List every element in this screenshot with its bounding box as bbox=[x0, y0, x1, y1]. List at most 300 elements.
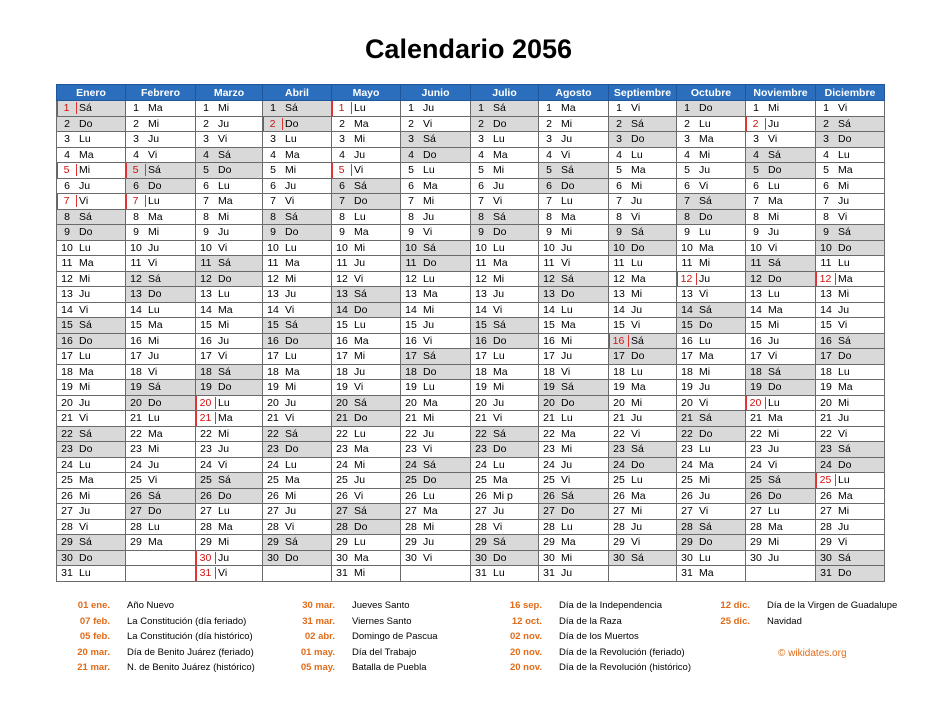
day-number: 10 bbox=[750, 241, 762, 254]
day-number: 26 bbox=[681, 489, 693, 502]
day-cell bbox=[401, 411, 471, 427]
day-cell bbox=[263, 178, 332, 194]
weekday-label: Vi bbox=[631, 536, 641, 549]
day-cell bbox=[471, 132, 539, 148]
weekday-label: Do bbox=[493, 551, 507, 564]
day-number: 19 bbox=[820, 381, 832, 394]
weekday-label: Ma bbox=[354, 117, 369, 130]
day-number: 14 bbox=[820, 303, 832, 316]
weekday-label: Ju bbox=[423, 427, 435, 440]
weekday-label: Do bbox=[148, 179, 162, 192]
day-cell bbox=[609, 473, 677, 489]
weekday-label: Vi bbox=[768, 458, 778, 471]
day-cell bbox=[196, 132, 263, 148]
day-cell bbox=[746, 411, 816, 427]
day-row bbox=[57, 473, 885, 489]
day-cell bbox=[126, 566, 196, 582]
day-number: 14 bbox=[750, 303, 762, 316]
day-cell bbox=[126, 333, 196, 349]
day-cell bbox=[539, 287, 609, 303]
day-number: 3 bbox=[546, 133, 552, 146]
day-number: 11 bbox=[61, 257, 73, 270]
weekday-label: Sá bbox=[423, 350, 436, 363]
day-cell bbox=[126, 550, 196, 566]
day-cell bbox=[57, 535, 126, 551]
weekday-label: Mi bbox=[218, 210, 230, 223]
day-number: 8 bbox=[339, 210, 345, 223]
weekday-label: Lu bbox=[148, 303, 160, 316]
weekday-label: Vi bbox=[423, 334, 433, 347]
day-number: 2 bbox=[746, 118, 766, 130]
day-row bbox=[57, 519, 885, 535]
day-cell bbox=[609, 302, 677, 318]
holiday-date: 02 abr. bbox=[304, 631, 335, 642]
weekday-label: Ju bbox=[218, 226, 230, 239]
weekday-label: Lu bbox=[561, 195, 573, 208]
day-cell bbox=[677, 349, 746, 365]
holiday-name: Domingo de Pascua bbox=[352, 631, 438, 642]
weekday-label: Sá bbox=[699, 520, 712, 533]
day-cell bbox=[816, 442, 885, 458]
day-number: 26 bbox=[750, 489, 762, 502]
weekday-label: Vi bbox=[631, 427, 641, 440]
day-cell bbox=[263, 566, 332, 582]
day-cell bbox=[609, 178, 677, 194]
holiday-name: N. de Benito Juárez (histórico) bbox=[127, 662, 255, 673]
holiday-item bbox=[56, 616, 255, 632]
day-number: 3 bbox=[478, 133, 484, 146]
day-number: 10 bbox=[475, 241, 487, 254]
holiday-date: 20 nov. bbox=[509, 662, 542, 673]
day-number: 12 bbox=[61, 272, 73, 285]
weekday-label: Do bbox=[79, 117, 93, 130]
weekday-label: Mi bbox=[354, 458, 366, 471]
day-cell bbox=[401, 457, 471, 473]
day-number: 3 bbox=[753, 133, 759, 146]
weekday-label: Ju bbox=[838, 412, 850, 425]
day-number: 12 bbox=[543, 272, 555, 285]
day-number: 5 bbox=[753, 164, 759, 177]
page-title: Calendario 2056 bbox=[364, 34, 573, 64]
day-row bbox=[57, 426, 885, 442]
weekday-label: Mi bbox=[493, 272, 505, 285]
day-number: 16 bbox=[609, 335, 629, 347]
holiday-name: Día de la Revolución (histórico) bbox=[559, 662, 692, 673]
day-cell bbox=[401, 194, 471, 210]
day-number: 25 bbox=[61, 474, 73, 487]
day-row bbox=[57, 116, 885, 132]
weekday-label: Ju bbox=[699, 489, 711, 502]
holiday-name: Batalla de Puebla bbox=[352, 662, 427, 673]
day-row bbox=[57, 302, 885, 318]
weekday-label: Do bbox=[423, 257, 437, 270]
weekday-label: Vi bbox=[631, 210, 641, 223]
weekday-label: Mi bbox=[79, 164, 91, 177]
day-number: 4 bbox=[270, 148, 276, 161]
weekday-label: Sá bbox=[561, 272, 574, 285]
day-cell bbox=[816, 550, 885, 566]
weekday-label: Do bbox=[285, 117, 299, 130]
day-cell bbox=[196, 550, 263, 566]
day-number: 5 bbox=[616, 164, 622, 177]
holiday-item bbox=[281, 600, 438, 616]
day-number: 21 bbox=[613, 412, 625, 425]
day-cell bbox=[609, 349, 677, 365]
weekday-label: Ju bbox=[79, 396, 91, 409]
day-number: 10 bbox=[200, 241, 212, 254]
day-cell bbox=[677, 147, 746, 163]
weekday-label: Do bbox=[768, 164, 782, 177]
day-cell bbox=[196, 349, 263, 365]
weekday-label: Ju bbox=[493, 505, 505, 518]
weekday-label: Ju bbox=[838, 195, 850, 208]
weekday-label: Ma bbox=[285, 148, 300, 161]
weekday-label: Mi bbox=[768, 319, 780, 332]
weekday-label: Do bbox=[561, 505, 575, 518]
day-cell bbox=[816, 395, 885, 411]
day-number: 9 bbox=[203, 226, 209, 239]
holiday-date: 25 dic. bbox=[720, 615, 750, 627]
weekday-label: Ju bbox=[699, 272, 711, 285]
weekday-label: Ju bbox=[768, 334, 780, 347]
weekday-label: Mi bbox=[768, 102, 780, 115]
weekday-label: Sá bbox=[631, 334, 644, 347]
weekday-label: Do bbox=[561, 179, 575, 192]
day-cell bbox=[539, 178, 609, 194]
day-number: 16 bbox=[750, 334, 762, 347]
day-number: 3 bbox=[270, 133, 276, 146]
day-number: 16 bbox=[61, 334, 73, 347]
day-cell bbox=[332, 411, 401, 427]
day-cell bbox=[332, 163, 401, 179]
day-number: 25 bbox=[405, 474, 417, 487]
day-cell bbox=[332, 364, 401, 380]
day-number: 25 bbox=[130, 474, 142, 487]
weekday-label: Sá bbox=[631, 551, 644, 564]
day-number: 26 bbox=[130, 489, 142, 502]
day-number: 25 bbox=[200, 474, 212, 487]
day-cell bbox=[609, 287, 677, 303]
weekday-label: Ju bbox=[148, 350, 160, 363]
day-number: 15 bbox=[475, 319, 487, 332]
weekday-label: Ma bbox=[354, 551, 369, 564]
day-cell bbox=[746, 473, 816, 489]
weekday-label: Vi bbox=[699, 288, 709, 301]
day-number: 1 bbox=[616, 102, 622, 115]
day-number: 10 bbox=[267, 241, 279, 254]
day-number: 21 bbox=[820, 412, 832, 425]
day-number: 18 bbox=[613, 365, 625, 378]
day-number: 28 bbox=[820, 520, 832, 533]
weekday-label: Do bbox=[631, 133, 645, 146]
day-cell bbox=[126, 395, 196, 411]
day-number: 18 bbox=[681, 365, 693, 378]
day-cell bbox=[816, 411, 885, 427]
weekday-label: Sá bbox=[285, 210, 298, 223]
day-number: 3 bbox=[339, 133, 345, 146]
weekday-label: Sá bbox=[631, 226, 644, 239]
weekday-label: Ma bbox=[838, 272, 853, 285]
day-number: 2 bbox=[339, 117, 345, 130]
day-number: 18 bbox=[336, 365, 348, 378]
day-number: 21 bbox=[405, 412, 417, 425]
day-cell bbox=[677, 194, 746, 210]
weekday-label: Ma bbox=[285, 474, 300, 487]
weekday-label: Vi bbox=[631, 319, 641, 332]
day-cell bbox=[539, 426, 609, 442]
day-cell bbox=[196, 380, 263, 396]
day-row bbox=[57, 225, 885, 241]
day-row bbox=[57, 194, 885, 210]
day-cell bbox=[609, 566, 677, 582]
day-cell bbox=[539, 240, 609, 256]
weekday-label: Ma bbox=[79, 148, 94, 161]
day-number: 26 bbox=[613, 489, 625, 502]
day-number: 18 bbox=[61, 365, 73, 378]
day-number: 3 bbox=[408, 133, 414, 146]
day-number: 9 bbox=[339, 226, 345, 239]
holiday-date: 07 feb. bbox=[79, 615, 110, 627]
weekday-label: Mi bbox=[561, 334, 573, 347]
day-cell bbox=[746, 535, 816, 551]
day-number: 18 bbox=[475, 365, 487, 378]
day-cell bbox=[332, 473, 401, 489]
weekday-label: Vi bbox=[148, 365, 158, 378]
day-number: 30 bbox=[267, 551, 279, 564]
weekday-label: Ma bbox=[768, 195, 783, 208]
weekday-label: Ju bbox=[561, 350, 573, 363]
day-number: 27 bbox=[475, 505, 487, 518]
day-cell bbox=[263, 395, 332, 411]
day-cell bbox=[401, 442, 471, 458]
day-number: 29 bbox=[61, 536, 73, 549]
day-cell bbox=[677, 101, 746, 117]
day-number: 4 bbox=[753, 148, 759, 161]
day-cell bbox=[539, 209, 609, 225]
day-cell bbox=[677, 488, 746, 504]
day-cell bbox=[746, 163, 816, 179]
credit-link[interactable]: © wikidates.org bbox=[778, 648, 847, 659]
weekday-label: Ma bbox=[561, 536, 576, 549]
weekday-label: Ju bbox=[148, 133, 160, 146]
weekday-label: Do bbox=[838, 350, 852, 363]
day-number: 21 bbox=[267, 412, 279, 425]
day-number: 17 bbox=[543, 350, 555, 363]
day-number: 4 bbox=[408, 148, 414, 161]
holiday-date: 16 sep. bbox=[509, 600, 542, 611]
day-number: 12 bbox=[750, 272, 762, 285]
weekday-label: Ju bbox=[423, 536, 435, 549]
day-cell bbox=[57, 349, 126, 365]
day-number: 14 bbox=[130, 303, 142, 316]
day-cell bbox=[332, 209, 401, 225]
day-number: 14 bbox=[613, 303, 625, 316]
day-number: 23 bbox=[613, 443, 625, 456]
day-cell bbox=[471, 566, 539, 582]
weekday-label: Ma bbox=[218, 303, 233, 316]
holiday-name: Día del Trabajo bbox=[352, 646, 417, 658]
weekday-label: Mi bbox=[79, 272, 91, 285]
day-cell bbox=[746, 364, 816, 380]
weekday-label: Lu bbox=[768, 179, 780, 192]
day-number: 19 bbox=[200, 381, 212, 394]
day-number: 24 bbox=[613, 458, 625, 471]
weekday-label: Ju bbox=[218, 443, 230, 456]
day-cell bbox=[332, 116, 401, 132]
day-number: 8 bbox=[616, 210, 622, 223]
day-number: 15 bbox=[61, 319, 73, 332]
day-cell bbox=[471, 535, 539, 551]
holiday-name: Día de la Raza bbox=[559, 615, 622, 627]
day-number: 16 bbox=[820, 334, 832, 347]
day-number: 24 bbox=[750, 458, 762, 471]
weekday-label: Sá bbox=[218, 257, 231, 270]
day-cell bbox=[539, 457, 609, 473]
day-cell bbox=[57, 457, 126, 473]
day-cell bbox=[677, 333, 746, 349]
holiday-item bbox=[488, 600, 691, 616]
holiday-item bbox=[696, 600, 897, 616]
day-number: 27 bbox=[613, 505, 625, 518]
weekday-label: Mi bbox=[631, 396, 643, 409]
day-number: 19 bbox=[613, 381, 625, 394]
month-header: Noviembre bbox=[746, 85, 816, 101]
day-number: 24 bbox=[267, 458, 279, 471]
weekday-label: Sá bbox=[79, 427, 92, 440]
day-cell bbox=[401, 488, 471, 504]
weekday-label: Do bbox=[79, 334, 93, 347]
day-number: 18 bbox=[543, 365, 555, 378]
day-cell bbox=[471, 550, 539, 566]
weekday-label: Vi bbox=[285, 303, 295, 316]
day-number: 12 bbox=[336, 272, 348, 285]
day-number: 6 bbox=[339, 179, 345, 192]
weekday-label: Ju bbox=[285, 288, 297, 301]
weekday-label: Ma bbox=[354, 443, 369, 456]
weekday-label: Ma bbox=[493, 474, 508, 487]
day-cell bbox=[57, 209, 126, 225]
day-number: 24 bbox=[200, 458, 212, 471]
day-number: 14 bbox=[681, 303, 693, 316]
day-cell bbox=[263, 318, 332, 334]
day-cell bbox=[677, 519, 746, 535]
holiday-name: Día de la Independencia bbox=[559, 600, 662, 611]
day-number: 22 bbox=[613, 427, 625, 440]
weekday-label: Sá bbox=[285, 427, 298, 440]
weekday-label: Sá bbox=[838, 226, 851, 239]
day-number: 6 bbox=[546, 179, 552, 192]
weekday-label: Ju bbox=[423, 319, 435, 332]
day-cell bbox=[677, 302, 746, 318]
day-cell bbox=[196, 287, 263, 303]
day-number: 16 bbox=[200, 334, 212, 347]
day-cell bbox=[609, 101, 677, 117]
day-cell bbox=[816, 240, 885, 256]
day-number: 20 bbox=[61, 396, 73, 409]
day-number: 24 bbox=[405, 458, 417, 471]
weekday-label: Lu bbox=[699, 334, 711, 347]
day-row bbox=[57, 457, 885, 473]
day-cell bbox=[263, 240, 332, 256]
day-number: 19 bbox=[267, 381, 279, 394]
day-number: 23 bbox=[267, 443, 279, 456]
day-cell bbox=[57, 194, 126, 210]
day-number: 29 bbox=[543, 536, 555, 549]
day-number: 16 bbox=[130, 334, 142, 347]
day-number: 5 bbox=[478, 164, 484, 177]
day-number: 31 bbox=[196, 567, 216, 579]
day-cell bbox=[539, 101, 609, 117]
day-cell bbox=[401, 178, 471, 194]
day-cell bbox=[539, 163, 609, 179]
weekday-label: Lu bbox=[285, 241, 297, 254]
weekday-label: Mi bbox=[354, 350, 366, 363]
day-number: 2 bbox=[546, 117, 552, 130]
weekday-label: Lu bbox=[285, 458, 297, 471]
day-number: 31 bbox=[336, 567, 348, 580]
day-row bbox=[57, 271, 885, 287]
day-cell bbox=[816, 163, 885, 179]
weekday-label: Vi bbox=[561, 257, 571, 270]
weekday-label: Ju bbox=[79, 505, 91, 518]
day-cell bbox=[263, 364, 332, 380]
day-cell bbox=[677, 442, 746, 458]
weekday-label: Ju bbox=[423, 210, 435, 223]
month-header: Febrero bbox=[126, 85, 196, 101]
day-number: 12 bbox=[613, 272, 625, 285]
day-cell bbox=[126, 101, 196, 117]
weekday-label: Vi bbox=[354, 489, 364, 502]
day-number: 3 bbox=[684, 133, 690, 146]
day-cell bbox=[401, 395, 471, 411]
weekday-label: Mi bbox=[423, 303, 435, 316]
day-cell bbox=[196, 457, 263, 473]
day-cell bbox=[471, 209, 539, 225]
day-cell bbox=[401, 302, 471, 318]
day-number: 5 bbox=[684, 164, 690, 177]
day-cell bbox=[126, 426, 196, 442]
day-number: 9 bbox=[408, 226, 414, 239]
day-number: 20 bbox=[820, 396, 832, 409]
weekday-label: Do bbox=[699, 427, 713, 440]
day-number: 20 bbox=[130, 396, 142, 409]
weekday-label: Vi bbox=[631, 102, 641, 115]
day-cell bbox=[126, 194, 196, 210]
weekday-label: Mi bbox=[423, 520, 435, 533]
day-row bbox=[57, 240, 885, 256]
holiday-item bbox=[488, 647, 691, 663]
day-cell bbox=[816, 504, 885, 520]
day-number: 28 bbox=[61, 520, 73, 533]
day-cell bbox=[609, 116, 677, 132]
day-number: 8 bbox=[546, 210, 552, 223]
weekday-label: Lu bbox=[838, 474, 850, 487]
calendar-table bbox=[56, 84, 885, 582]
day-cell bbox=[401, 333, 471, 349]
weekday-label: Lu bbox=[838, 148, 850, 161]
weekday-label: Lu bbox=[631, 365, 643, 378]
day-number: 8 bbox=[684, 210, 690, 223]
weekday-label: Vi bbox=[285, 520, 295, 533]
day-row bbox=[57, 132, 885, 148]
day-number: 7 bbox=[684, 195, 690, 208]
day-cell bbox=[263, 535, 332, 551]
weekday-label: Do bbox=[493, 117, 507, 130]
day-cell bbox=[746, 426, 816, 442]
weekday-label: Ju bbox=[423, 102, 435, 115]
day-number: 2 bbox=[203, 117, 209, 130]
day-number: 1 bbox=[478, 102, 484, 115]
